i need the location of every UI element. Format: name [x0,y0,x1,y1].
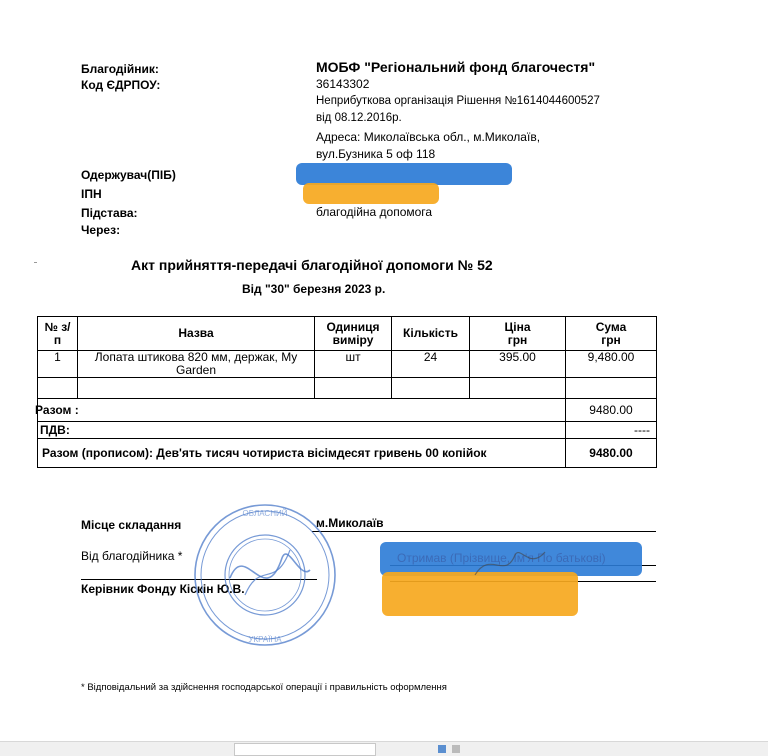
toolbar-input[interactable] [234,743,376,756]
place-value: м.Миколаїв [316,516,384,530]
items-table [37,316,657,468]
edrpou-value: 36143302 [316,77,370,91]
via-label: Через: [81,223,121,237]
head-label: Керівник Фонду Кіскін Ю.В. [81,582,245,596]
table-header-row [38,317,657,351]
signature-icon [470,540,550,585]
basis-value: благодійна допомога [316,205,433,219]
total-label: Разом : [38,399,566,422]
col-price-header: Ціна грн [470,317,566,351]
col-qty-header: Кількість [392,317,470,351]
words-label: Разом (прописом): Дев'ять тисяч чотириста вісімдесят гривень 00 копійок [38,439,566,468]
act-date: Від "30" березня 2023 р. [242,282,386,296]
col-name-header: Назва [78,317,315,351]
address-line1: Адреса: Миколаївська обл., м.Миколаїв, [316,130,541,144]
vat-value: ---- [566,422,657,439]
table-row-empty [38,378,657,399]
row-unit: шт [315,351,392,378]
address-line2: вул.Бузника 5 оф 118 [316,147,436,161]
redaction-inn-orange [303,183,439,204]
recipient-label: Одержувач(ПІБ) [81,168,176,182]
edrpou-label: Код ЄДРПОУ: [81,78,161,92]
col-sum-header: Сума грн [566,317,657,351]
words-value: 9480.00 [566,439,657,468]
bottom-toolbar [0,741,768,756]
act-title: Акт прийняття-передачі благодійної допомоги № 52 [131,257,493,273]
row-no: 1 [38,351,78,378]
vat-row [38,422,657,439]
nonprofit-line: Неприбуткова організація Рішення №1614044600527 [316,95,600,107]
from-benefactor-label: Від благодійника * [81,549,183,563]
svg-text:ОБЛАСНИЙ: ОБЛАСНИЙ [242,509,288,518]
benefactor-value: МОБФ "Регіональний фонд благочестя" [316,59,596,75]
stamp-icon [190,500,340,650]
row-price: 395.00 [470,351,566,378]
total-row [38,399,657,422]
col-unit-header: Одиниця виміру [315,317,392,351]
col-no-header: № з/ п [38,317,78,351]
benefactor-label: Благодійник: [81,62,159,76]
received-label: Отримав (Прізвище, Ім'я По батькові) [397,551,606,565]
toolbar-icon[interactable] [438,745,446,753]
redaction-recipient-blue [296,163,512,185]
row-name: Лопата штикова 820 мм, держак, My Garden [78,351,315,378]
words-row [38,439,657,468]
place-underline [312,531,656,532]
inn-label: ІПН [81,187,102,201]
nonprofit-date: від 08.12.2016р. [316,112,402,124]
toolbar-icon-2[interactable] [452,745,460,753]
total-value: 9480.00 [566,399,657,422]
basis-label: Підстава: [81,206,138,220]
place-label: Місце складання [81,518,182,532]
row-qty: 24 [392,351,470,378]
vat-label: ПДВ: [38,422,566,439]
svg-text:УКРАЇНА: УКРАЇНА [248,635,282,644]
row-sum: 9,480.00 [566,351,657,378]
table-row [38,351,657,378]
scan-mark [34,262,37,263]
footnote: * Відповідальний за здійснення господарської операції і правильність оформлення [81,682,447,693]
